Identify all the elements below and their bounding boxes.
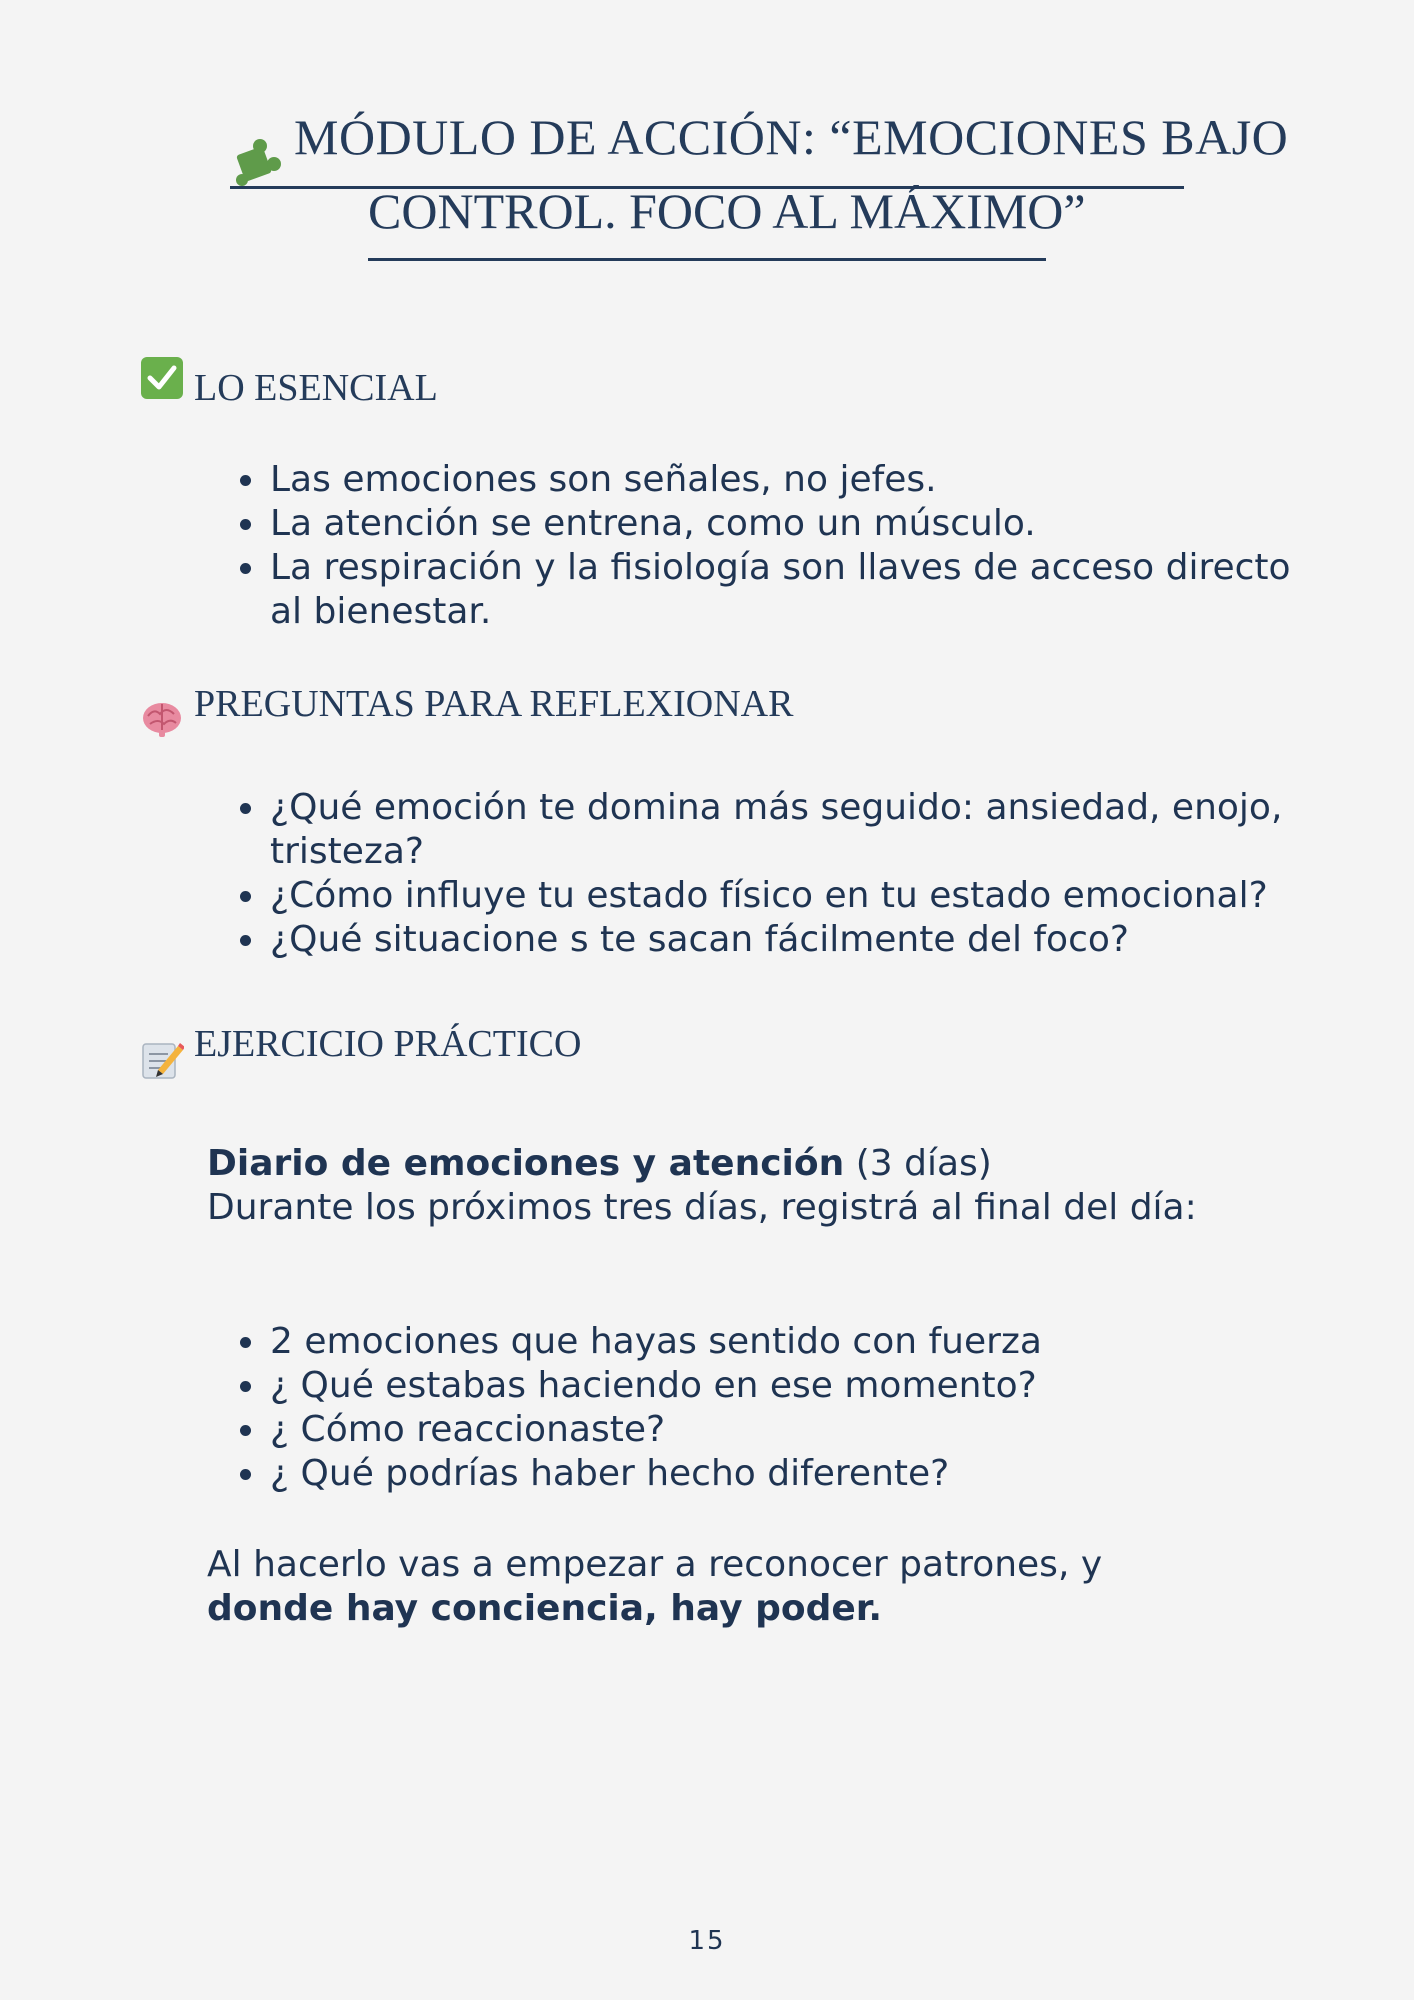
- list-item: 2 emociones que hayas sentido con fuerza: [270, 1320, 1310, 1364]
- section-heading-label: PREGUNTAS PARA REFLEXIONAR: [194, 683, 794, 725]
- exercise-duration: (3 días): [844, 1143, 992, 1184]
- list-item: ¿Qué emoción te domina más seguido: ansiedad, enojo, tristeza?: [270, 786, 1310, 874]
- closing-text: Al hacerlo vas a empezar a reconocer patrones, y: [207, 1544, 1103, 1585]
- section-heading-label: LO ESENCIAL: [194, 367, 438, 409]
- page-title-line-2: CONTROL. FOCO AL MÁXIMO”: [368, 183, 1086, 239]
- exercise-title: Diario de emociones y atención: [207, 1143, 845, 1184]
- closing-paragraph: [207, 1543, 1217, 1631]
- list-item: ¿ Qué podrías haber hecho diferente?: [270, 1452, 1310, 1496]
- check-box-icon: [140, 356, 184, 400]
- page-number: 15: [688, 1926, 726, 1956]
- section-preguntas-heading: [140, 682, 940, 732]
- list-item: ¿Cómo influye tu estado físico en tu estado emocional?: [270, 874, 1310, 918]
- list-item: La respiración y la fisiología son llaves de acceso directo al bienestar.: [270, 546, 1310, 634]
- exercise-instruction: Durante los próximos tres días, registrá al final del día:: [207, 1187, 1197, 1228]
- list-item: ¿ Qué estabas haciendo en ese momento?: [270, 1364, 1310, 1408]
- list-item: ¿ Cómo reaccionaste?: [270, 1408, 1310, 1452]
- list-item: ¿Qué situacione s te sacan fácilmente del foco?: [270, 918, 1310, 962]
- brain-icon: [140, 696, 184, 740]
- memo-pencil-icon: [140, 1038, 184, 1082]
- title-underline-2: [368, 258, 1046, 261]
- list-item: Las emociones son señales, no jefes.: [270, 458, 1310, 502]
- ejercicio-list: [232, 1320, 1310, 1496]
- section-lo-esencial-heading: [140, 366, 640, 416]
- exercise-intro: [207, 1142, 1247, 1230]
- esencial-list: [232, 458, 1310, 634]
- closing-emphasis: donde hay conciencia, hay poder.: [207, 1588, 883, 1629]
- page-title-line-1: MÓDULO DE ACCIÓN: “EMOCIONES BAJO: [294, 109, 1289, 165]
- preguntas-list: [232, 786, 1310, 962]
- puzzle-piece-icon: [230, 136, 284, 190]
- section-ejercicio-heading: [140, 1022, 840, 1072]
- section-heading-label: EJERCICIO PRÁCTICO: [194, 1023, 582, 1065]
- list-item: La atención se entrena, como un músculo.: [270, 502, 1310, 546]
